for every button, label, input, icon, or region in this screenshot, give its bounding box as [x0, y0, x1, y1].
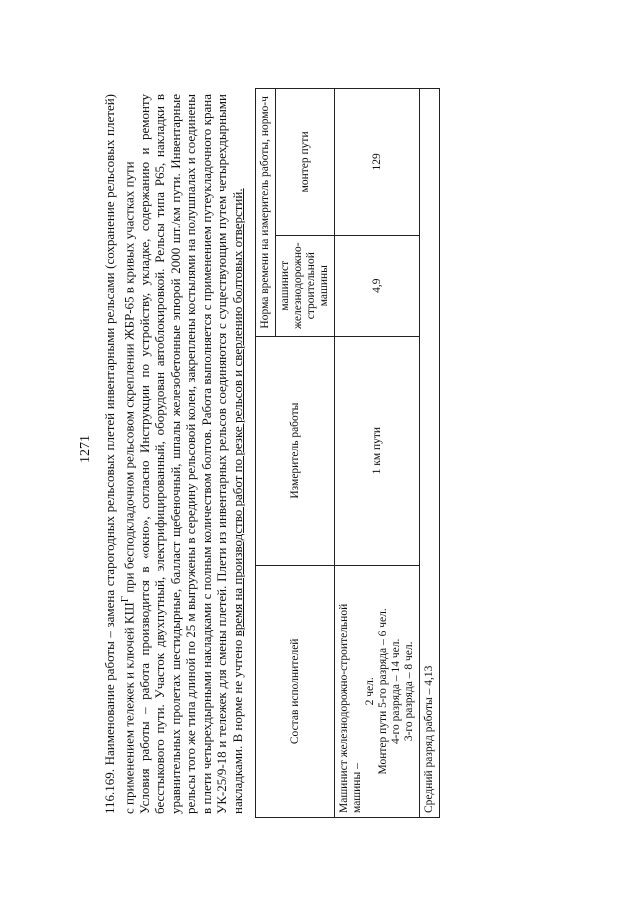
average-grade: Средний разряд работы – 4,13	[420, 89, 440, 818]
rotated-content	[80, 83, 480, 818]
machinist-value: 4,9	[335, 235, 420, 336]
work-conditions-end: время на производство работ по резке рельсов и сверлению болтовых отверстий.	[230, 188, 246, 637]
composition-line: 2 чел.	[364, 677, 376, 706]
composition-line: 3-го разряда – 8 чел.	[403, 641, 415, 742]
header-composition: Состав исполнителей	[256, 565, 335, 817]
composition-line: 4-го разряда – 14 чел.	[390, 638, 402, 745]
composition-cell	[335, 565, 420, 817]
header-norm: Норма времени на измеритель работы, нормо-ч	[256, 89, 276, 337]
work-title-sup: Г	[118, 596, 131, 603]
header-machinist: машинист железнодорожно-строительной машины	[276, 235, 335, 336]
fitter-value: 129	[335, 89, 420, 236]
table-row	[335, 89, 420, 818]
table-header-row	[256, 89, 276, 818]
work-conditions	[137, 94, 246, 814]
header-fitter: монтер пути	[276, 89, 335, 236]
norm-description	[102, 94, 246, 814]
composition-line: Машинист железнодорожно-строительной машины –	[338, 603, 363, 813]
work-title	[102, 94, 137, 814]
work-title-text-end: при бесподкладочном рельсовом скреплении ЖБР-65 в кривых участках пути	[120, 161, 136, 597]
work-number: 116.169.	[102, 768, 117, 814]
measure-cell: 1 км пути	[335, 336, 420, 565]
page-number: 1271	[78, 435, 93, 463]
composition-line: Монтер пути 5-го разряда – 6 чел.	[377, 608, 389, 775]
norm-table	[255, 88, 440, 818]
average-row	[420, 89, 440, 818]
header-measure: Измеритель работы	[256, 336, 335, 565]
work-conditions-text: Условия работы – работа производится в «окно», согласно Инструкции по устройству, укладке, содержанию и ремонту бесстыкового пути. Участок двухпутный, электрифицированный, оборудован автоблокировкой. Рельсы типа Р65, накладки в уравнительных пролетах шестидырные, балласт щебеночный, шпалы железобетонные эпюрой 2000 шт./км пути. Инвентарные рельсы того же типа длиной по 25 м выгружены в середину рельсовой колеи, закреплены костылями на полушпалах и соединены в плети четырехдырными накладками с полным количеством болтов. Работа выполняется с применением путеукладочного крана УК-25/9-18 и тележек для смены плетей. Плети из инвентарных рельсов соединяются с существующим путем четырехдырными накладками. В норме не учтено	[136, 94, 246, 814]
work-title-text: Наименование работы – замена старогодных рельсовых плетей инвентарными рельсами (сохранение рельсовых плетей) с применением тележек и ключей КШ	[102, 93, 136, 814]
